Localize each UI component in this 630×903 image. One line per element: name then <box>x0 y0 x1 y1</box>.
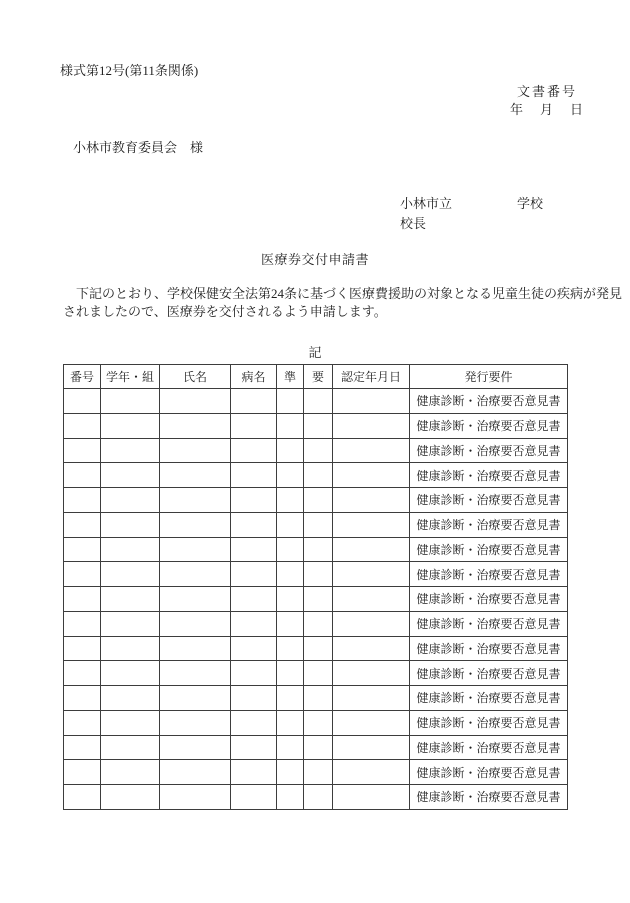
column-header: 病名 <box>231 365 277 389</box>
column-header: 要 <box>304 365 333 389</box>
table-cell <box>64 463 101 488</box>
table-cell <box>101 537 160 562</box>
table-cell: 健康診断・治療要否意見書 <box>410 488 568 513</box>
table-cell <box>231 661 277 686</box>
table-cell: 健康診断・治療要否意見書 <box>410 463 568 488</box>
table-cell <box>231 611 277 636</box>
table-cell <box>333 661 410 686</box>
table-cell <box>101 587 160 612</box>
column-header: 学年・組 <box>101 365 160 389</box>
table-cell <box>231 413 277 438</box>
table-cell: 健康診断・治療要否意見書 <box>410 785 568 810</box>
table-cell <box>64 438 101 463</box>
table-row <box>64 389 568 414</box>
table-cell <box>64 611 101 636</box>
table-row <box>64 587 568 612</box>
table-cell <box>277 710 304 735</box>
table-cell <box>304 785 333 810</box>
table-cell: 健康診断・治療要否意見書 <box>410 710 568 735</box>
table-cell <box>231 512 277 537</box>
document-number-label: 文書番号 <box>516 84 577 99</box>
table-cell <box>333 512 410 537</box>
table-cell: 健康診断・治療要否意見書 <box>410 562 568 587</box>
table-row <box>64 413 568 438</box>
date-line: 年 月 日 <box>509 102 585 117</box>
table-cell <box>160 562 231 587</box>
application-table <box>63 364 568 810</box>
table-cell <box>101 611 160 636</box>
table-cell: 健康診断・治療要否意見書 <box>410 587 568 612</box>
table-body <box>64 389 568 810</box>
table-cell: 健康診断・治療要否意見書 <box>410 661 568 686</box>
table-cell <box>304 661 333 686</box>
table-cell <box>64 760 101 785</box>
table-cell <box>231 587 277 612</box>
table-cell <box>160 735 231 760</box>
table-cell <box>231 686 277 711</box>
table-cell: 健康診断・治療要否意見書 <box>410 611 568 636</box>
table-cell <box>101 735 160 760</box>
table-cell <box>160 537 231 562</box>
table-row <box>64 512 568 537</box>
table-cell: 健康診断・治療要否意見書 <box>410 537 568 562</box>
table-cell <box>277 636 304 661</box>
table-cell <box>64 636 101 661</box>
table-cell <box>160 512 231 537</box>
table-cell <box>277 488 304 513</box>
table-cell <box>101 512 160 537</box>
table-cell: 健康診断・治療要否意見書 <box>410 686 568 711</box>
table-cell <box>304 710 333 735</box>
table-cell <box>231 785 277 810</box>
table-cell <box>304 488 333 513</box>
table-cell <box>231 760 277 785</box>
table-cell <box>304 537 333 562</box>
table-cell <box>277 413 304 438</box>
column-header: 発行要件 <box>410 365 568 389</box>
column-header: 認定年月日 <box>333 365 410 389</box>
table-cell <box>333 438 410 463</box>
column-header: 準 <box>277 365 304 389</box>
table-cell <box>160 438 231 463</box>
list-marker: 記 <box>308 345 322 360</box>
table-cell <box>231 438 277 463</box>
table-cell <box>304 686 333 711</box>
school-line <box>400 196 543 211</box>
table-cell <box>304 438 333 463</box>
table-cell <box>101 785 160 810</box>
table-cell <box>64 587 101 612</box>
body-paragraph-line-1: 下記のとおり、学校保健安全法第24条に基づく医療費援助の対象となる児童生徒の疾病が発見 <box>63 286 623 301</box>
table-cell <box>333 760 410 785</box>
table-cell <box>64 661 101 686</box>
table-cell <box>277 785 304 810</box>
school-prefix: 小林市立 <box>400 196 453 211</box>
table-row <box>64 760 568 785</box>
table-cell <box>277 611 304 636</box>
table-cell <box>101 389 160 414</box>
body-paragraph-line-2: されましたので、医療券を交付されるよう申請します。 <box>63 304 387 319</box>
table-cell <box>101 636 160 661</box>
table-cell <box>160 686 231 711</box>
table-cell <box>101 562 160 587</box>
table-cell <box>333 562 410 587</box>
table-cell: 健康診断・治療要否意見書 <box>410 735 568 760</box>
table-cell <box>231 488 277 513</box>
table-row <box>64 735 568 760</box>
table-cell <box>64 562 101 587</box>
table-cell <box>101 463 160 488</box>
table-cell <box>160 661 231 686</box>
school-name-blank <box>452 198 517 211</box>
table-cell <box>333 636 410 661</box>
table-cell <box>277 735 304 760</box>
table-cell <box>64 413 101 438</box>
table-cell <box>101 760 160 785</box>
table-cell <box>101 488 160 513</box>
table-cell <box>231 537 277 562</box>
table-cell <box>333 413 410 438</box>
table-cell <box>333 488 410 513</box>
table-cell: 健康診断・治療要否意見書 <box>410 413 568 438</box>
table-cell <box>277 463 304 488</box>
table-cell <box>277 537 304 562</box>
table-row <box>64 611 568 636</box>
table-cell: 健康診断・治療要否意見書 <box>410 636 568 661</box>
table-cell <box>160 463 231 488</box>
table-cell <box>101 710 160 735</box>
table-cell <box>304 463 333 488</box>
column-header: 番号 <box>64 365 101 389</box>
column-header: 氏名 <box>160 365 231 389</box>
table-cell <box>231 389 277 414</box>
table-row <box>64 636 568 661</box>
table-cell <box>64 686 101 711</box>
table-cell <box>231 636 277 661</box>
table-cell <box>304 413 333 438</box>
table-header <box>64 365 568 389</box>
table-cell <box>64 710 101 735</box>
table-cell <box>304 636 333 661</box>
table-cell <box>64 537 101 562</box>
table-cell <box>304 389 333 414</box>
table-cell <box>333 735 410 760</box>
table-cell <box>231 735 277 760</box>
table-cell <box>160 611 231 636</box>
form-number: 様式第12号(第11条関係) <box>60 63 199 78</box>
table-cell <box>64 512 101 537</box>
table-cell <box>101 686 160 711</box>
table-cell <box>277 661 304 686</box>
table-cell <box>277 562 304 587</box>
table-cell <box>333 537 410 562</box>
table-cell <box>101 438 160 463</box>
table-cell <box>304 760 333 785</box>
table-cell: 健康診断・治療要否意見書 <box>410 389 568 414</box>
table-cell <box>333 389 410 414</box>
table-cell <box>160 710 231 735</box>
table-row <box>64 661 568 686</box>
table-row <box>64 785 568 810</box>
table-row <box>64 463 568 488</box>
table-cell <box>277 438 304 463</box>
table-cell <box>160 636 231 661</box>
table-cell <box>101 661 160 686</box>
table-row <box>64 438 568 463</box>
table-cell <box>231 463 277 488</box>
table-cell <box>160 587 231 612</box>
table-cell <box>160 413 231 438</box>
table-cell: 健康診断・治療要否意見書 <box>410 512 568 537</box>
addressee: 小林市教育委員会 様 <box>73 140 204 155</box>
table-cell <box>333 611 410 636</box>
table-cell <box>277 587 304 612</box>
table-cell <box>231 562 277 587</box>
table-cell <box>101 413 160 438</box>
table-row <box>64 710 568 735</box>
table-cell <box>333 710 410 735</box>
table-cell <box>333 587 410 612</box>
table-cell <box>304 735 333 760</box>
table-row <box>64 537 568 562</box>
table-cell <box>304 512 333 537</box>
table-cell <box>160 389 231 414</box>
principal-label: 校長 <box>400 216 427 231</box>
table-cell <box>277 389 304 414</box>
table-row <box>64 686 568 711</box>
table-cell <box>64 488 101 513</box>
table-cell <box>231 710 277 735</box>
table-cell <box>304 587 333 612</box>
table-cell <box>64 389 101 414</box>
table-cell <box>333 463 410 488</box>
table-header-row <box>64 365 568 389</box>
table-cell <box>277 512 304 537</box>
table-cell <box>304 562 333 587</box>
page-title: 医療券交付申請書 <box>260 252 369 267</box>
table-cell <box>333 686 410 711</box>
table-cell <box>64 785 101 810</box>
table-cell <box>304 611 333 636</box>
table-cell <box>160 785 231 810</box>
table-cell <box>160 760 231 785</box>
table-cell <box>160 488 231 513</box>
school-suffix: 学校 <box>517 196 544 211</box>
table-row <box>64 488 568 513</box>
table-cell <box>277 760 304 785</box>
table-cell: 健康診断・治療要否意見書 <box>410 438 568 463</box>
table-cell <box>64 735 101 760</box>
table-cell <box>277 686 304 711</box>
table-cell: 健康診断・治療要否意見書 <box>410 760 568 785</box>
table-row <box>64 562 568 587</box>
table-cell <box>333 785 410 810</box>
